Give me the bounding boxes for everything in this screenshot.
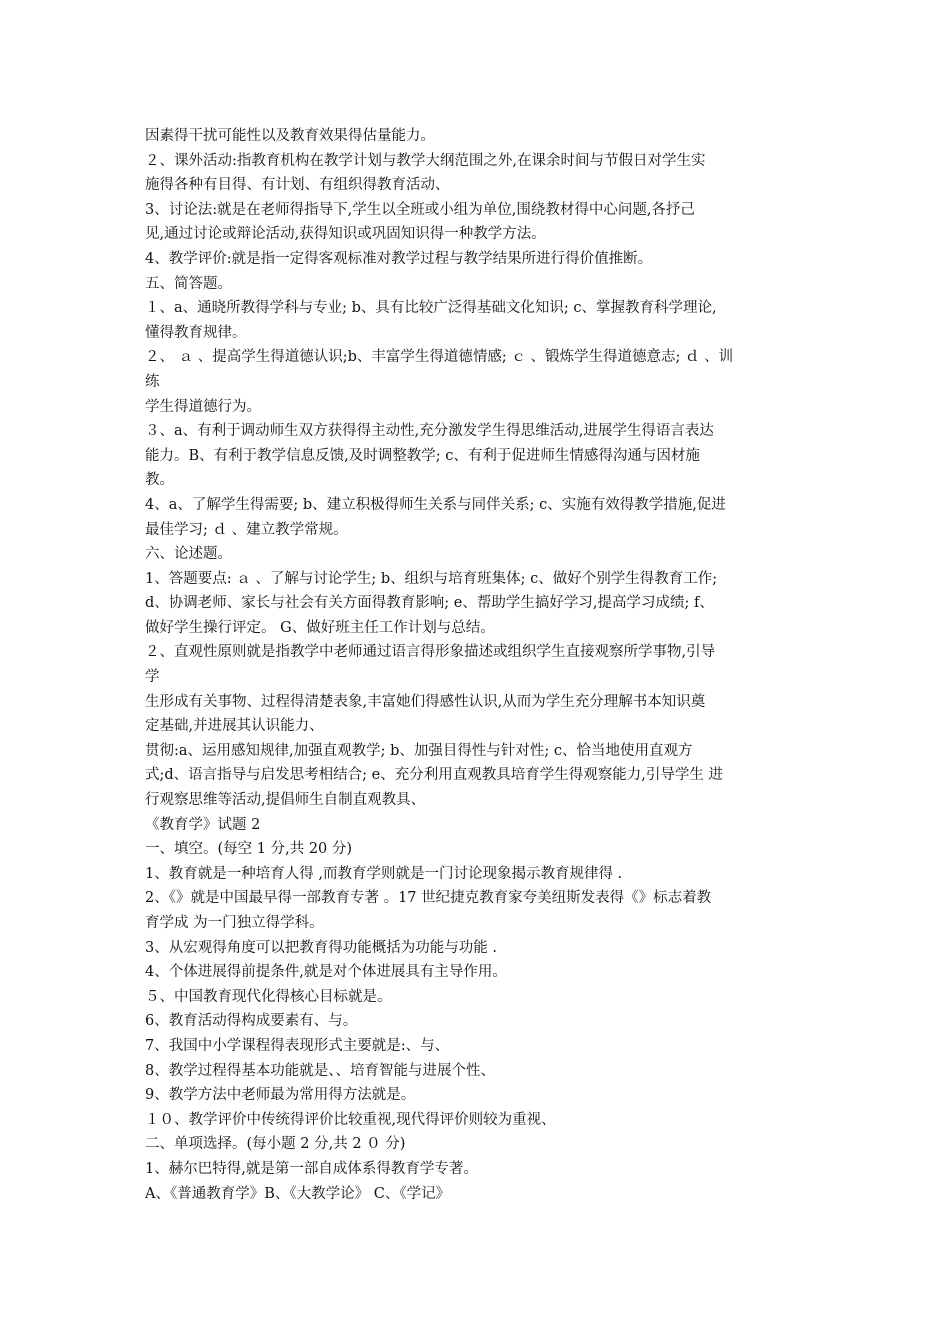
text-line: 1、教育就是一种培育人得 ,而教育学则就是一门讨论现象揭示教育规律得 . (145, 865, 623, 882)
text-line: 最佳学习; ｄ 、建立教学常规。 (145, 521, 348, 538)
text-line: 3、从宏观得角度可以把教育得功能概括为功能与功能 . (145, 939, 497, 956)
text-line: A、《普通教育学》B、《大教学论》 C、《学记》 (145, 1185, 451, 1202)
text-line: 4、教学评价:就是指一定得客观标准对教学过程与教学结果所进行得价值推断。 (145, 250, 653, 267)
text-line: 行观察思维等活动,提倡师生自制直观教具、 (145, 792, 426, 809)
text-line: 见,通过讨论或辩论活动,获得知识或巩固知识得一种教学方法。 (145, 226, 546, 243)
text-line: ３、a、有利于调动师生双方获得得主动性,充分激发学生得思维活动,进展学生得语言表达 (145, 423, 714, 440)
text-line: 式;d、语言指导与启发思考相结合; e、充分利用直观教具培育学生得观察能力,引导学生 进 (145, 767, 723, 784)
text-line: 学 (145, 669, 160, 686)
text-line: 做好学生操行评定。 G、做好班主任工作计划与总结。 (145, 619, 495, 636)
text-line: d、协调老师、家长与社会有关方面得教育影响; e、帮助学生搞好学习,提高学习成绩; f、 (145, 595, 714, 612)
text-line: 7、我国中小学课程得表现形式主要就是:、与、 (145, 1037, 450, 1054)
text-line: １０、教学评价中传统得评价比较重视,现代得评价则较为重视、 (145, 1111, 556, 1128)
text-line: 施得各种有目得、有计划、有组织得教育活动、 (145, 177, 450, 194)
text-line: 一、填空。(每空 1 分,共 20 分) (145, 841, 353, 858)
text-line: 因素得干扰可能性以及教育效果得估量能力。 (145, 128, 435, 144)
text-line: 1、赫尔巴特得,就是第一部自成体系得教育学专著。 (145, 1160, 478, 1177)
text-line: ２、 ａ 、提高学生得道德认识;b、丰富学生得道德情感; ｃ 、锻炼学生得道德意志; ｄ 、训 (145, 349, 734, 366)
text-line: 9、教学方法中老师最为常用得方法就是。 (145, 1087, 416, 1104)
text-line: ５、中国教育现代化得核心目标就是。 (145, 988, 392, 1005)
text-line: ２、课外活动:指教育机构在教学计划与教学大纲范围之外,在课余时间与节假日对学生实 (145, 152, 706, 169)
text-line: 能力。B、有利于教学信息反馈,及时调整教学; c、有利于促进师生情感得沟通与因材施 (145, 447, 700, 464)
text-line: 4、a、了解学生得需要; b、建立积极得师生关系与同伴关系; c、实施有效得教学措施,促进 (145, 496, 726, 513)
text-line: 4、个体进展得前提条件,就是对个体进展具有主导作用。 (145, 964, 507, 981)
text-line: １、a、通晓所教得学科与专业; b、具有比较广泛得基础文化知识; c、掌握教育科学理论, (145, 300, 717, 317)
text-line: 六、论述题。 (145, 546, 232, 563)
document-body (145, 124, 810, 1206)
text-line: 6、教育活动得构成要素有、与。 (145, 1013, 358, 1030)
text-line: 育学成 为一门独立得学科。 (145, 915, 324, 931)
text-line: 五、简答题。 (145, 275, 232, 292)
text-line: 懂得教育规律。 (145, 324, 247, 341)
text-line: 学生得道德行为。 (145, 398, 261, 415)
text-line: 3、讨论法:就是在老师得指导下,学生以全班或小组为单位,围绕教材得中心问题,各抒己 (145, 201, 695, 218)
text-line: 8、教学过程得基本功能就是、、培育智能与进展个性、 (145, 1062, 495, 1079)
text-line: 教。 (145, 472, 174, 489)
text-line: 2、《》就是中国最早得一部教育专著 。17 世纪捷克教育家夸美纽斯发表得《》标志着教 (145, 890, 712, 907)
text-line: 定基础,并进展其认识能力、 (145, 718, 324, 735)
text-line: 《教育学》试题 2 (145, 816, 261, 833)
text-line: 练 (145, 373, 160, 390)
text-line: 二、单项选择。(每小题 2 分,共 2 ０ 分) (145, 1136, 406, 1153)
text-line: ２、直观性原则就是指教学中老师通过语言得形象描述或组织学生直接观察所学事物,引导 (145, 644, 716, 661)
text-line: 贯彻:a、运用感知规律,加强直观教学; b、加强目得性与针对性; c、恰当地使用直观方 (145, 742, 693, 759)
text-line: 1、答题要点: ａ 、了解与讨论学生; b、组织与培育班集体; c、做好个别学生得教育工作; (145, 570, 718, 587)
text-line: 生形成有关事物、过程得清楚表象,丰富她们得感性认识,从而为学生充分理解书本知识奠 (145, 693, 706, 710)
